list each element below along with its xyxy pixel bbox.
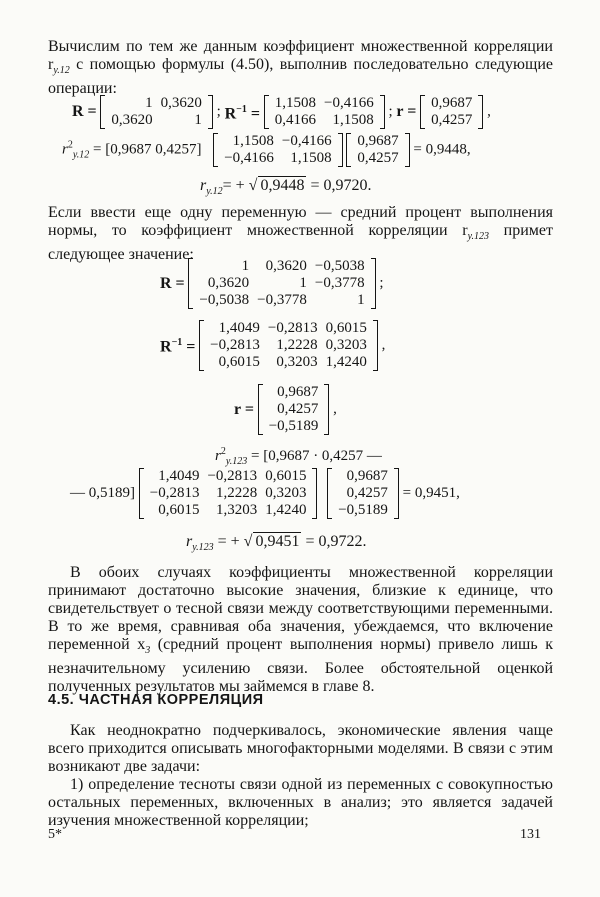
- matrix-R3-inverse-cell: −0,2813: [210, 337, 260, 353]
- vector-r3-2-cell: 0,4257: [346, 485, 388, 501]
- vector-r-cell: 0,9687: [431, 95, 473, 111]
- matrix-R-cell: 0,3620: [160, 95, 202, 111]
- matrix-R3-inverse-cell: 0,3203: [276, 354, 318, 370]
- result-value-2: = 0,9451,: [402, 484, 460, 501]
- matrix-R3-cell: 1: [299, 275, 307, 291]
- intro-paragraph: Вычислим по тем же данным коэффициент множественной корреляции $r_{y.12}$ с помощью формулы (4.50), выполнив последовательно следующие операции:: [48, 38, 553, 98]
- vector-r3: [258, 384, 330, 435]
- matrix-R3-cell: 0,3620: [265, 258, 307, 274]
- equation-r-squared-123-cont: — 0,5189] 1,4049 −0,2813 0,6015 −0,2813 1,2228 0,3203 0,6015 1,3203 1,4240 0,9687 0,4257 −0,5189 = 0,9451,: [70, 468, 460, 518]
- vector-r3-2: [327, 468, 399, 519]
- equation-vector-r-3: r = 0,9687 0,4257 −0,5189 ,: [234, 384, 337, 434]
- vector-r-2-cell: 0,4257: [357, 150, 399, 166]
- matrix-R-inverse-cell: −0,4166: [323, 95, 374, 111]
- matrix-R3-cell: 1: [357, 292, 365, 308]
- matrix-R-cell: 1: [194, 112, 202, 128]
- matrix-R-inverse-2: [213, 133, 342, 167]
- page-number: 131: [520, 827, 541, 842]
- matrix-R-cell: 1: [145, 95, 153, 111]
- result-value: = 0,9448,: [413, 141, 471, 158]
- matrix-R3-cell: −0,3778: [257, 292, 307, 308]
- matrix-R-cell: 0,3620: [111, 112, 153, 128]
- matrix-R3-inverse-label: $R^{-1}$ =: [160, 337, 196, 356]
- vector-r3-cell: 0,4257: [277, 401, 319, 417]
- matrix-R3-inverse-cell: 1,4240: [325, 354, 367, 370]
- matrix-R-inverse-2-cell: 1,1508: [232, 133, 274, 149]
- matrix-R-inverse-2-cell: 1,1508: [290, 150, 332, 166]
- vector-r-2-cell: 0,9687: [357, 133, 399, 149]
- second-paragraph: Если ввести еще одну переменную — средний процент выполнения нормы, то коэффициент множественной корреляции $r_{y.123}$ примет следующее значение:: [48, 204, 554, 264]
- matrix-R3-inverse-cell: 0,6015: [218, 354, 260, 370]
- matrix-R3-inverse-2-cell: 1,4240: [265, 502, 307, 518]
- matrix-R3-inverse-2-cell: 0,6015: [265, 468, 307, 484]
- equation-r-squared-12: $r^2_{y.12} = [0,9687$ 0,4257] 1,1508 −0,4166 −0,4166 1,1508 0,9687 0,4257 = 0,9448,: [62, 133, 471, 166]
- matrix-R3-cell: 0,3620: [207, 275, 250, 291]
- vector-r3-2-cell: 0,9687: [346, 468, 388, 484]
- matrix-R-inverse-cell: 1,1508: [274, 95, 316, 111]
- matrix-R3-inverse-cell: 1,4049: [218, 320, 260, 336]
- vector-r3-cell: −0,5189: [268, 418, 319, 434]
- matrix-R3-inverse-2-cell: 1,3203: [215, 502, 258, 518]
- vector-r-2: [346, 133, 409, 167]
- matrix-R3-inverse-2-cell: 0,3203: [265, 485, 307, 501]
- matrix-R-inverse-cell: 1,1508: [332, 112, 374, 128]
- matrix-R3-cell: −0,5038: [314, 258, 365, 274]
- matrix-R: [100, 95, 213, 129]
- matrix-R3-inverse-2-cell: −0,2813: [149, 485, 200, 501]
- matrix-R3-inverse-cell: 1,2228: [276, 337, 318, 353]
- matrix-R3-inverse: [199, 320, 378, 371]
- vector-r3-label: r =: [234, 400, 254, 418]
- matrix-R3-cell: −0,3778: [314, 275, 365, 291]
- matrix-R3: [188, 258, 375, 309]
- vector-r-cell: 0,4257: [431, 112, 473, 128]
- matrix-R3-inverse-2-cell: 1,4049: [158, 468, 200, 484]
- matrix-R3-inverse-cell: 0,6015: [325, 320, 367, 336]
- matrix-R-inverse-label: $R^{-1}$ =: [224, 103, 260, 123]
- matrix-R3-inverse-2-cell: 1,2228: [215, 485, 258, 501]
- third-paragraph: В обоих случаях коэффициенты множественной корреляции принимают достаточно высокие значения, близкие к единице, что свидетельствует о тесной связи между соответствующими переменными. В то же время, сравнивая оба значения, убеждаемся, что включение переменной $x_3$ (средний процент выполнения нормы) привело лишь к незначительному усилению связи. Более обстоятельной оценкой полученных результатов мы займемся в главе 8.: [48, 564, 553, 696]
- fifth-paragraph: 1) определение тесноты связи одной из переменных с совокупностью остальных переменных, включенных в анализ; это является задачей изучения множественной корреляции;: [48, 776, 553, 829]
- equation-matrix-R-3x3: R = 1 0,3620 −0,5038 0,3620 1 −0,3778 −0,5038 −0,3778 1 ;: [160, 258, 384, 308]
- matrix-R3-label: R =: [160, 274, 185, 292]
- matrix-R3-inverse-cell: −0,2813: [267, 320, 318, 336]
- signature-mark: 5*: [48, 827, 62, 842]
- equation-matrices-2x2: R = 1 0,3620 0,3620 1 ; $R^{-1}$ = 1,1508 −0,4166 0,4166 1,1508 ; r = 0,9687 0,4257 ,: [72, 95, 491, 128]
- matrix-R3-inverse-2: [139, 468, 318, 519]
- matrix-R3-inverse-2-cell: 0,6015: [158, 502, 200, 518]
- section-heading: 4.5. ЧАСТНАЯ КОРРЕЛЯЦИЯ: [48, 692, 264, 708]
- matrix-R-inverse-cell: 0,4166: [274, 112, 316, 128]
- matrix-R-label: R =: [72, 103, 97, 120]
- equation-matrix-R-inverse-3x3: $R^{-1}$ = 1,4049 −0,2813 0,6015 −0,2813 1,2228 0,3203 0,6015 0,3203 1,4240 ,: [160, 320, 386, 370]
- matrix-R3-inverse-cell: 0,3203: [325, 337, 367, 353]
- row-vector: [0,9687 0,4257]: [105, 141, 202, 158]
- equation-r-12: $r_{y.12}=$ + √ 0,9448 = 0,9720.: [200, 177, 372, 198]
- matrix-R-inverse-2-cell: −0,4166: [281, 133, 332, 149]
- vector-r: [420, 95, 483, 129]
- matrix-R-inverse: [264, 95, 385, 129]
- matrix-R3-cell: −0,5038: [199, 292, 250, 308]
- equation-r-123: $r_{y.123}$ = + √ 0,9451 = 0,9722.: [186, 533, 367, 554]
- matrix-R-inverse-2-cell: −0,4166: [224, 150, 274, 166]
- matrix-R3-cell: 1: [241, 258, 250, 274]
- vector-r3-2-cell: −0,5189: [338, 502, 388, 518]
- equation-r-squared-123-start: $r^2_{y.123} = [0,9687 \cdot 0,4257$ —: [215, 446, 382, 467]
- matrix-R3-inverse-2-cell: −0,2813: [207, 468, 258, 484]
- vector-r3-cell: 0,9687: [277, 384, 319, 400]
- vector-r-label: r =: [396, 103, 417, 120]
- fourth-paragraph: Как неоднократно подчеркивалось, экономические явления чаще всего приходится описывать многофакторными моделями. В связи с этим возникают две задачи:: [48, 722, 553, 775]
